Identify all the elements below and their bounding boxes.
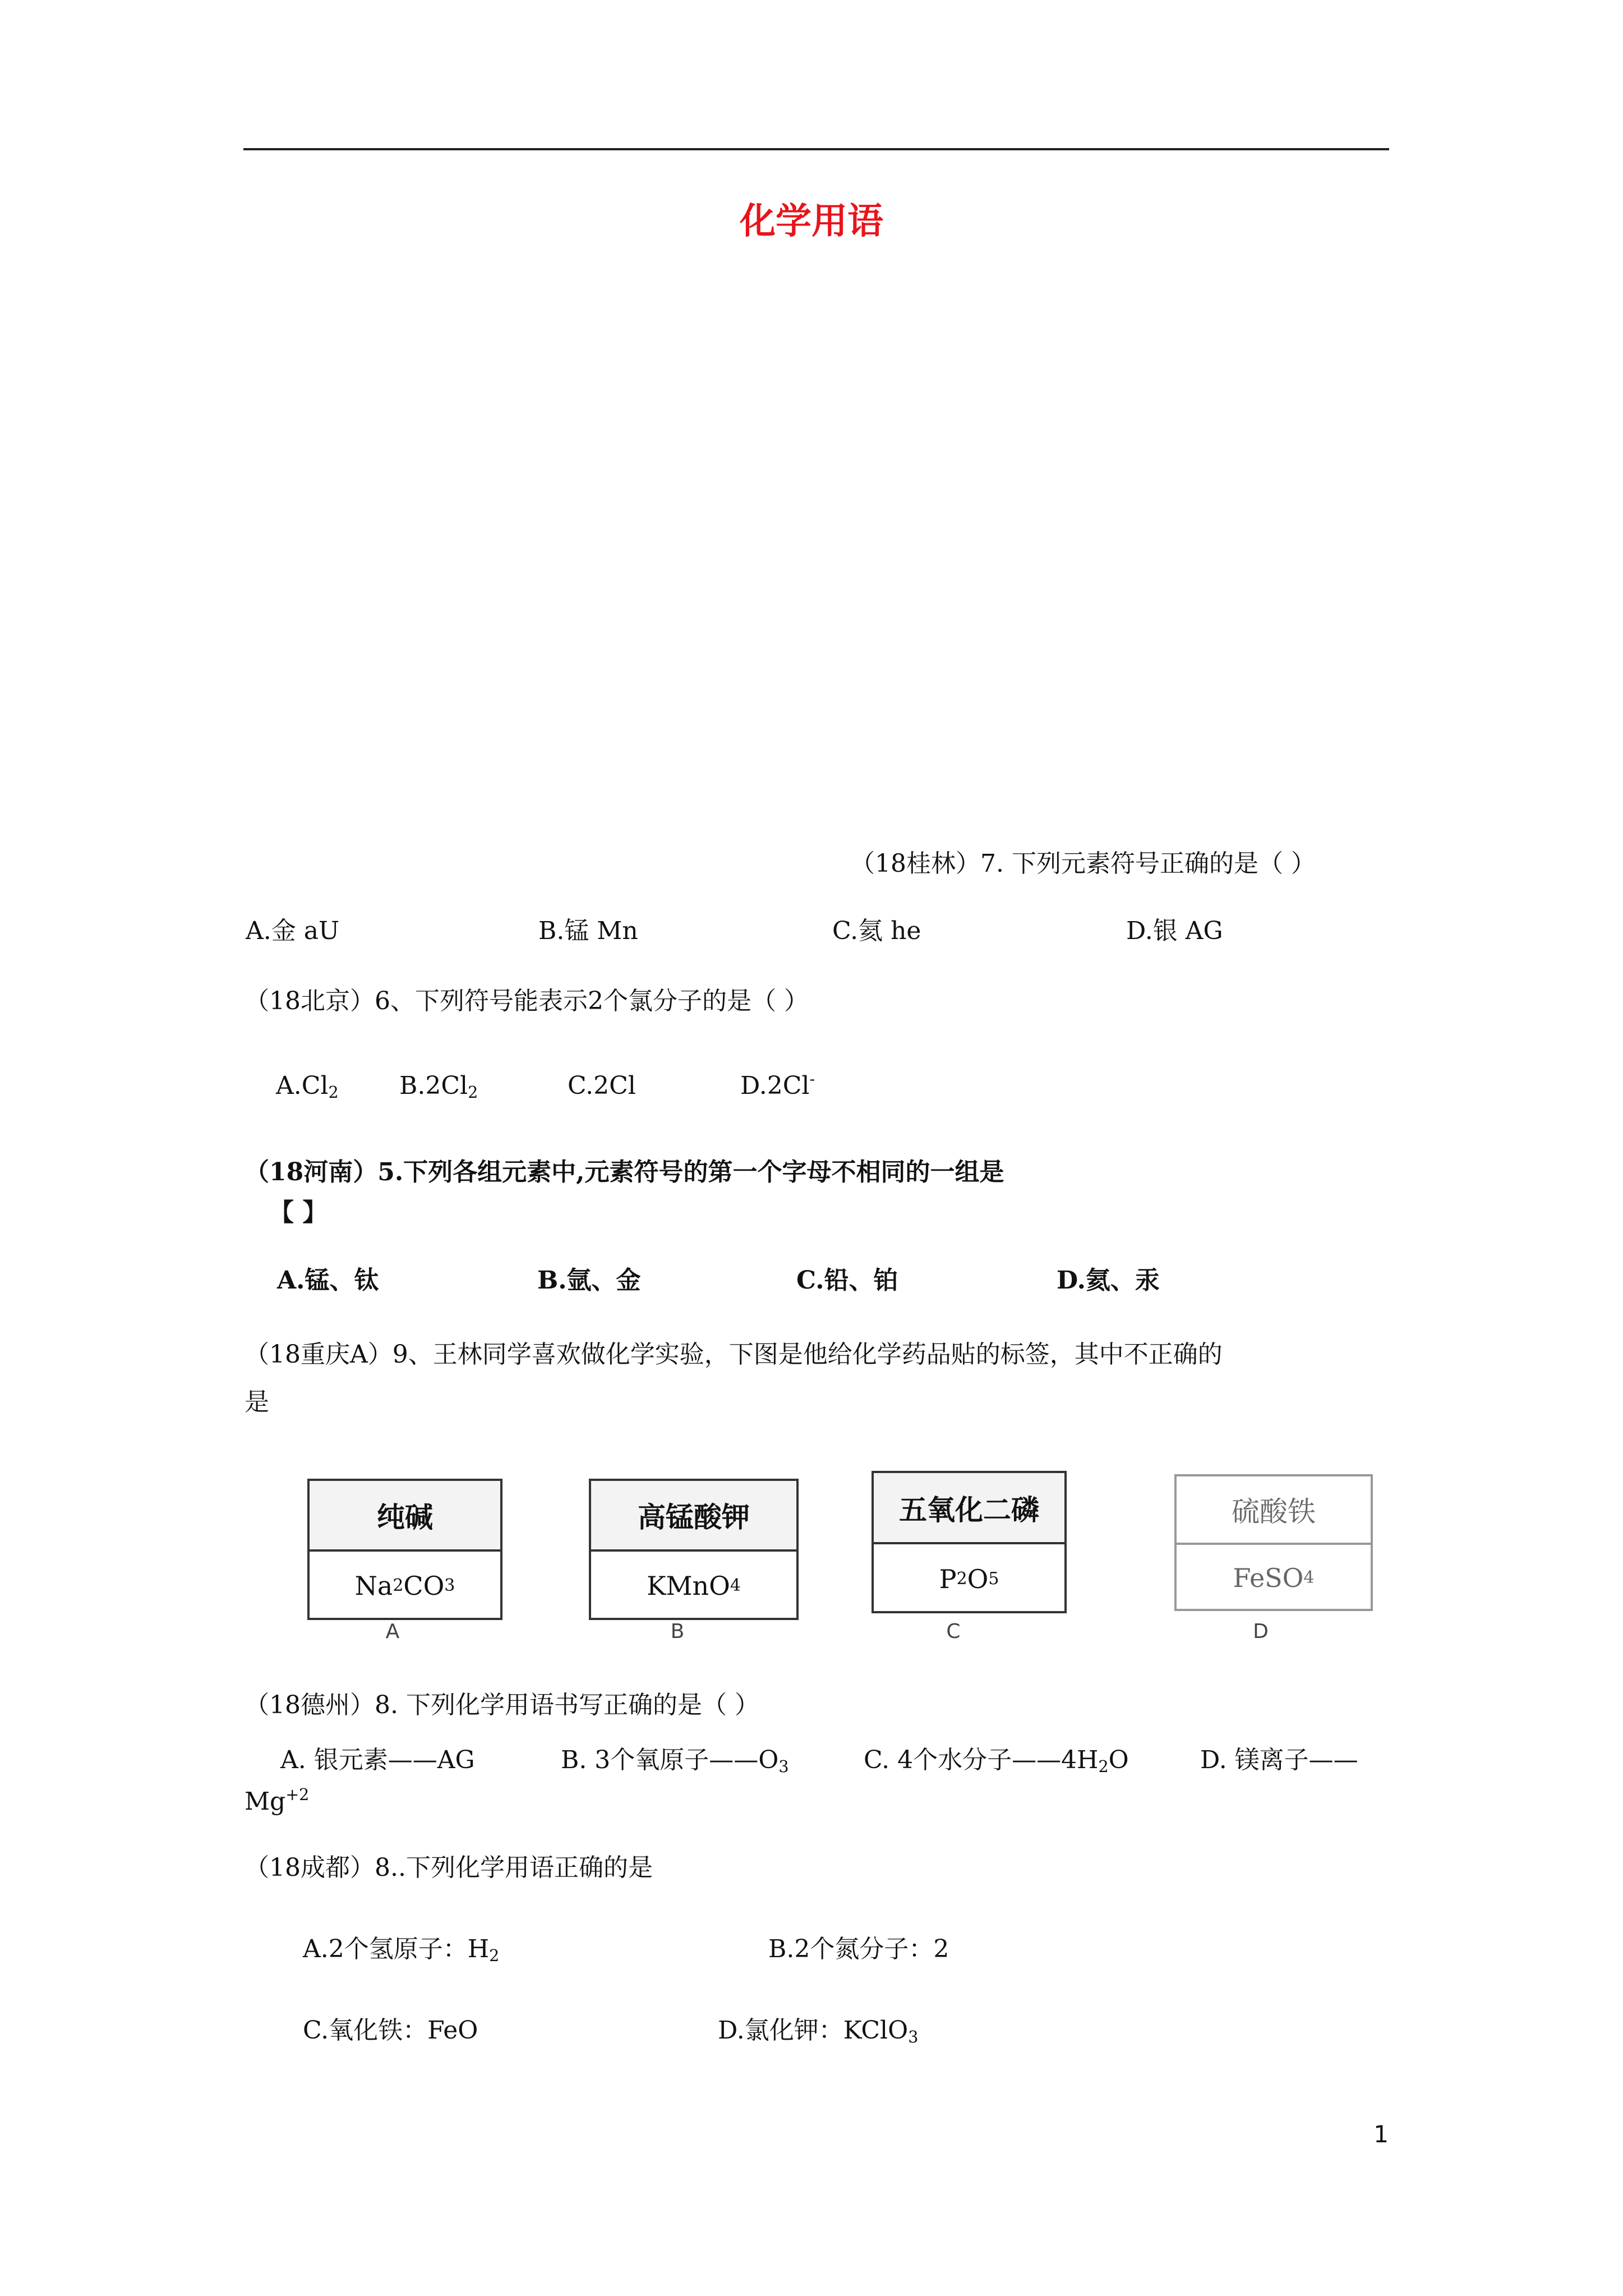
q1-option-b: B.锰 Mn — [538, 917, 638, 945]
header-rule — [243, 148, 1389, 150]
q2-option-c: C.2Cl — [568, 1071, 636, 1100]
label-a-letter: A — [385, 1620, 400, 1643]
q5-option-a: A. 银元素——AG — [280, 1746, 475, 1774]
q2-option-d: D.2Cl- — [740, 1069, 815, 1100]
chemical-label-c — [872, 1471, 1067, 1613]
q1-option-d: D.银 AG — [1126, 917, 1223, 945]
q3-option-b: B.氩、金 — [537, 1266, 641, 1295]
label-b-formula: KMnO 4 — [647, 1571, 741, 1601]
chemical-label-b — [589, 1479, 799, 1620]
label-d-formula: FeSO 4 — [1233, 1563, 1315, 1593]
question-1-stem: （18桂林）7. 下列元素符号正确的是（ ） — [850, 849, 1316, 878]
chemical-label-a — [307, 1479, 502, 1620]
label-b-name: 高锰酸钾 — [591, 1481, 796, 1552]
label-a-name: 纯碱 — [310, 1481, 500, 1552]
label-c-name: 五氧化二磷 — [874, 1473, 1064, 1544]
question-6-stem: （18成都）8..下列化学用语正确的是 — [245, 1853, 653, 1882]
q1-option-a: A.金 aU — [246, 917, 340, 945]
q5-option-b: B. 3个氧原子$——O_3$ — [561, 1746, 789, 1777]
q6-option-a: A.2个氢原子：$H_2$ — [303, 1935, 500, 1966]
q6-option-c: C.氧化铁：FeO — [303, 2016, 478, 2045]
label-c-letter: C — [946, 1620, 961, 1643]
q6-option-b: B.2个氮分子：2 — [768, 1935, 949, 1963]
question-4-stem-line1: （18重庆A）9、王林同学喜欢做化学实验，下图是他给化学药品贴的标签，其中不正确的 — [245, 1340, 1223, 1369]
page-title: 化学用语 — [740, 200, 883, 242]
q3-option-a: A.锰、钛 — [277, 1266, 379, 1295]
label-c-formula: P 2 O 5 — [939, 1563, 999, 1594]
q1-option-c: C.氦 he — [832, 917, 921, 945]
page-number: 1 — [1373, 2120, 1389, 2148]
chemical-label-d — [1174, 1474, 1373, 1611]
q6-option-d: D.氯化钾：KClO$_3$ — [718, 2016, 919, 2047]
q3-option-c: C.铅、铂 — [796, 1266, 898, 1295]
q2-option-a: $A.Cl_2$ — [276, 1071, 339, 1102]
q5-option-d-continued: $Mg^{+2}$ — [245, 1784, 310, 1816]
label-b-letter: B — [670, 1620, 685, 1643]
question-2-stem: （18北京）6、下列符号能表示2个氯分子的是（ ） — [245, 987, 809, 1015]
label-d-letter: D — [1253, 1620, 1269, 1643]
question-3-stem: （18河南）5.下列各组元素中,元素符号的第一个字母不相同的一组是 — [245, 1158, 1004, 1186]
question-4-stem-line2: 是 — [245, 1388, 269, 1416]
q2-option-b: $B.2Cl_2$ — [399, 1071, 478, 1102]
label-d-name: 硫酸铁 — [1177, 1476, 1371, 1545]
label-a-formula: Na 2 CO 3 — [354, 1571, 455, 1601]
question-5-stem: （18德州）8. 下列化学用语书写正确的是（ ） — [245, 1691, 759, 1719]
q3-option-d: D.氦、汞 — [1057, 1266, 1160, 1295]
q3-answer-brackets: 【 】 — [269, 1198, 328, 1227]
q5-option-d: D. 镁离子—— — [1200, 1746, 1358, 1774]
q5-option-c: C. 4个水分子$——4H_2O$ — [864, 1746, 1129, 1777]
